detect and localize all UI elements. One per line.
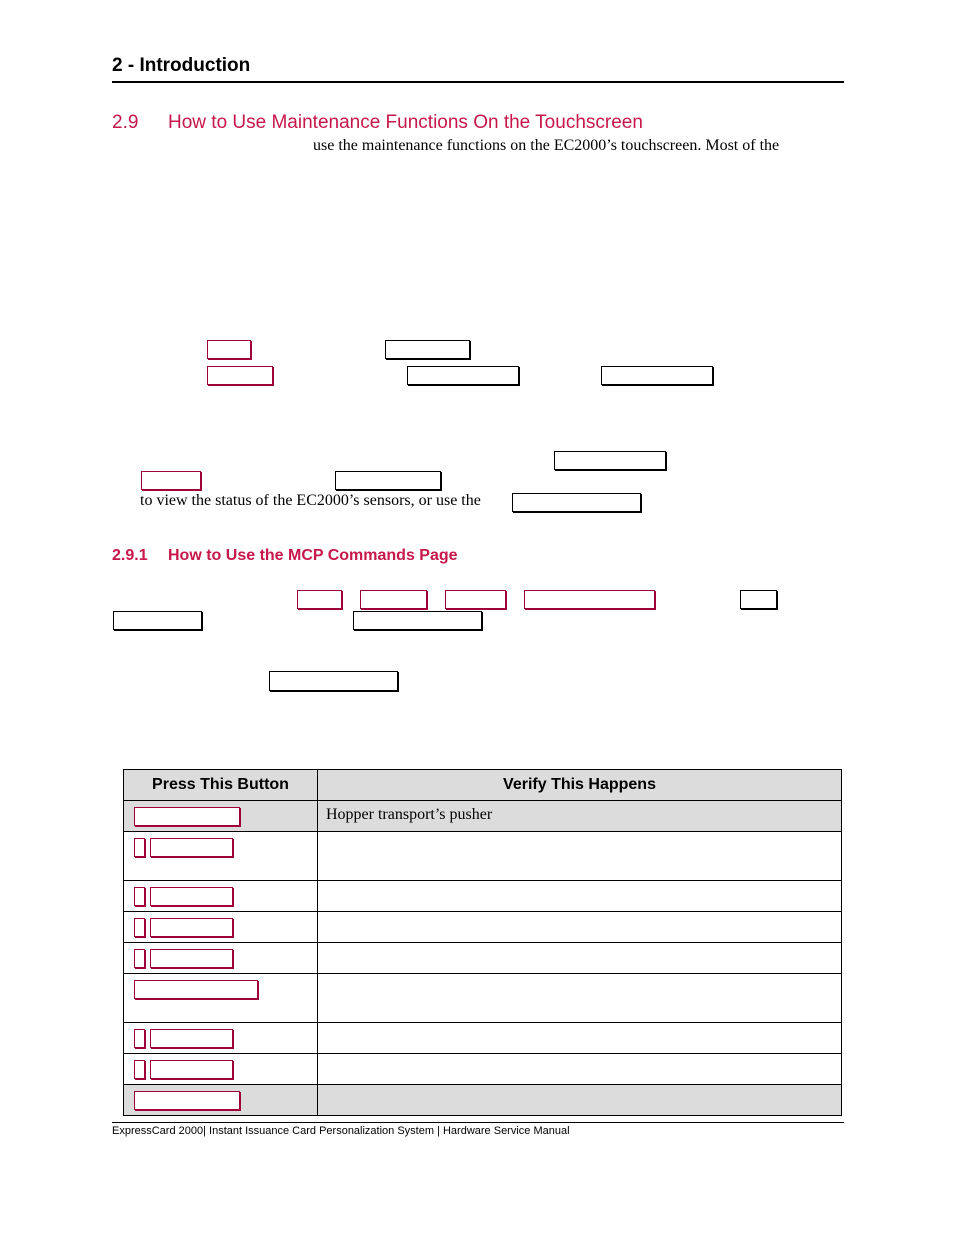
section-number: 2.9: [112, 112, 139, 133]
table-row: [124, 974, 842, 1023]
table-button[interactable]: [134, 807, 240, 826]
checkbox-button[interactable]: [134, 918, 145, 937]
column-header-press: Press This Button: [124, 770, 318, 801]
intro-text: use the maintenance functions on the EC2000’s touchscreen. Most of the: [313, 137, 780, 154]
result-cell: [318, 974, 842, 1023]
menu-button-2[interactable]: [207, 366, 273, 385]
checkbox-button[interactable]: [134, 838, 145, 857]
running-header: 2 - Introduction: [112, 55, 251, 76]
running-footer: ExpressCard 2000| Instant Issuance Card Personalization System | Hardware Service Manual: [112, 1125, 570, 1137]
nav-button-10[interactable]: [269, 671, 398, 691]
nav-button-1[interactable]: [385, 340, 470, 359]
button-cell: [124, 912, 318, 943]
button-cell: [124, 1023, 318, 1054]
column-header-verify: Verify This Happens: [318, 770, 842, 801]
result-cell: [318, 881, 842, 912]
button-verification-table: [123, 769, 842, 1116]
subsection-number: 2.9.1: [112, 547, 148, 564]
section-heading: [112, 112, 643, 134]
menu-button-1[interactable]: [207, 340, 251, 359]
result-cell: [318, 943, 842, 974]
table-row: [124, 801, 842, 832]
table-button[interactable]: [150, 1060, 233, 1079]
menu-button-3[interactable]: [141, 471, 201, 490]
nav-button-7[interactable]: [740, 590, 777, 609]
nav-button-8[interactable]: [113, 611, 202, 630]
menu-button-6[interactable]: [445, 590, 506, 609]
table-button[interactable]: [150, 1029, 233, 1048]
sensors-text: to view the status of the EC2000’s sensors, or use the: [140, 492, 481, 509]
nav-button-2[interactable]: [407, 366, 519, 385]
table-row: [124, 1054, 842, 1085]
nav-button-9[interactable]: [353, 611, 482, 630]
button-cell: [124, 801, 318, 832]
button-cell: [124, 832, 318, 881]
button-cell: [124, 881, 318, 912]
table-button[interactable]: [150, 887, 233, 906]
result-cell: [318, 832, 842, 881]
button-cell: [124, 943, 318, 974]
table-row: [124, 1023, 842, 1054]
table-button[interactable]: [134, 1091, 240, 1110]
result-cell: Hopper transport’s pusher: [318, 801, 842, 832]
table-row: [124, 912, 842, 943]
result-cell: [318, 1054, 842, 1085]
checkbox-button[interactable]: [134, 1029, 145, 1048]
nav-button-6[interactable]: [512, 493, 641, 512]
result-cell: [318, 1023, 842, 1054]
checkbox-button[interactable]: [134, 1060, 145, 1079]
table-button[interactable]: [150, 949, 233, 968]
header-divider: [112, 81, 844, 83]
button-cell: [124, 1085, 318, 1116]
table-row: [124, 1085, 842, 1116]
menu-button-4[interactable]: [297, 590, 342, 609]
subsection-heading: [112, 547, 458, 565]
checkbox-button[interactable]: [134, 887, 145, 906]
table-button[interactable]: [150, 918, 233, 937]
nav-button-4[interactable]: [554, 451, 666, 470]
menu-button-7[interactable]: [524, 590, 655, 609]
table-row: [124, 881, 842, 912]
section-title: How to Use Maintenance Functions On the Touchscreen: [168, 112, 643, 133]
nav-button-3[interactable]: [601, 366, 713, 385]
table-button[interactable]: [150, 838, 233, 857]
table-row: [124, 832, 842, 881]
menu-button-5[interactable]: [360, 590, 427, 609]
subsection-title: How to Use the MCP Commands Page: [168, 547, 458, 564]
button-cell: [124, 1054, 318, 1085]
nav-button-5[interactable]: [335, 471, 441, 490]
footer-divider: [112, 1122, 844, 1123]
result-cell: [318, 1085, 842, 1116]
table-button[interactable]: [134, 980, 258, 999]
table-row: [124, 943, 842, 974]
checkbox-button[interactable]: [134, 949, 145, 968]
result-cell: [318, 912, 842, 943]
button-cell: [124, 974, 318, 1023]
